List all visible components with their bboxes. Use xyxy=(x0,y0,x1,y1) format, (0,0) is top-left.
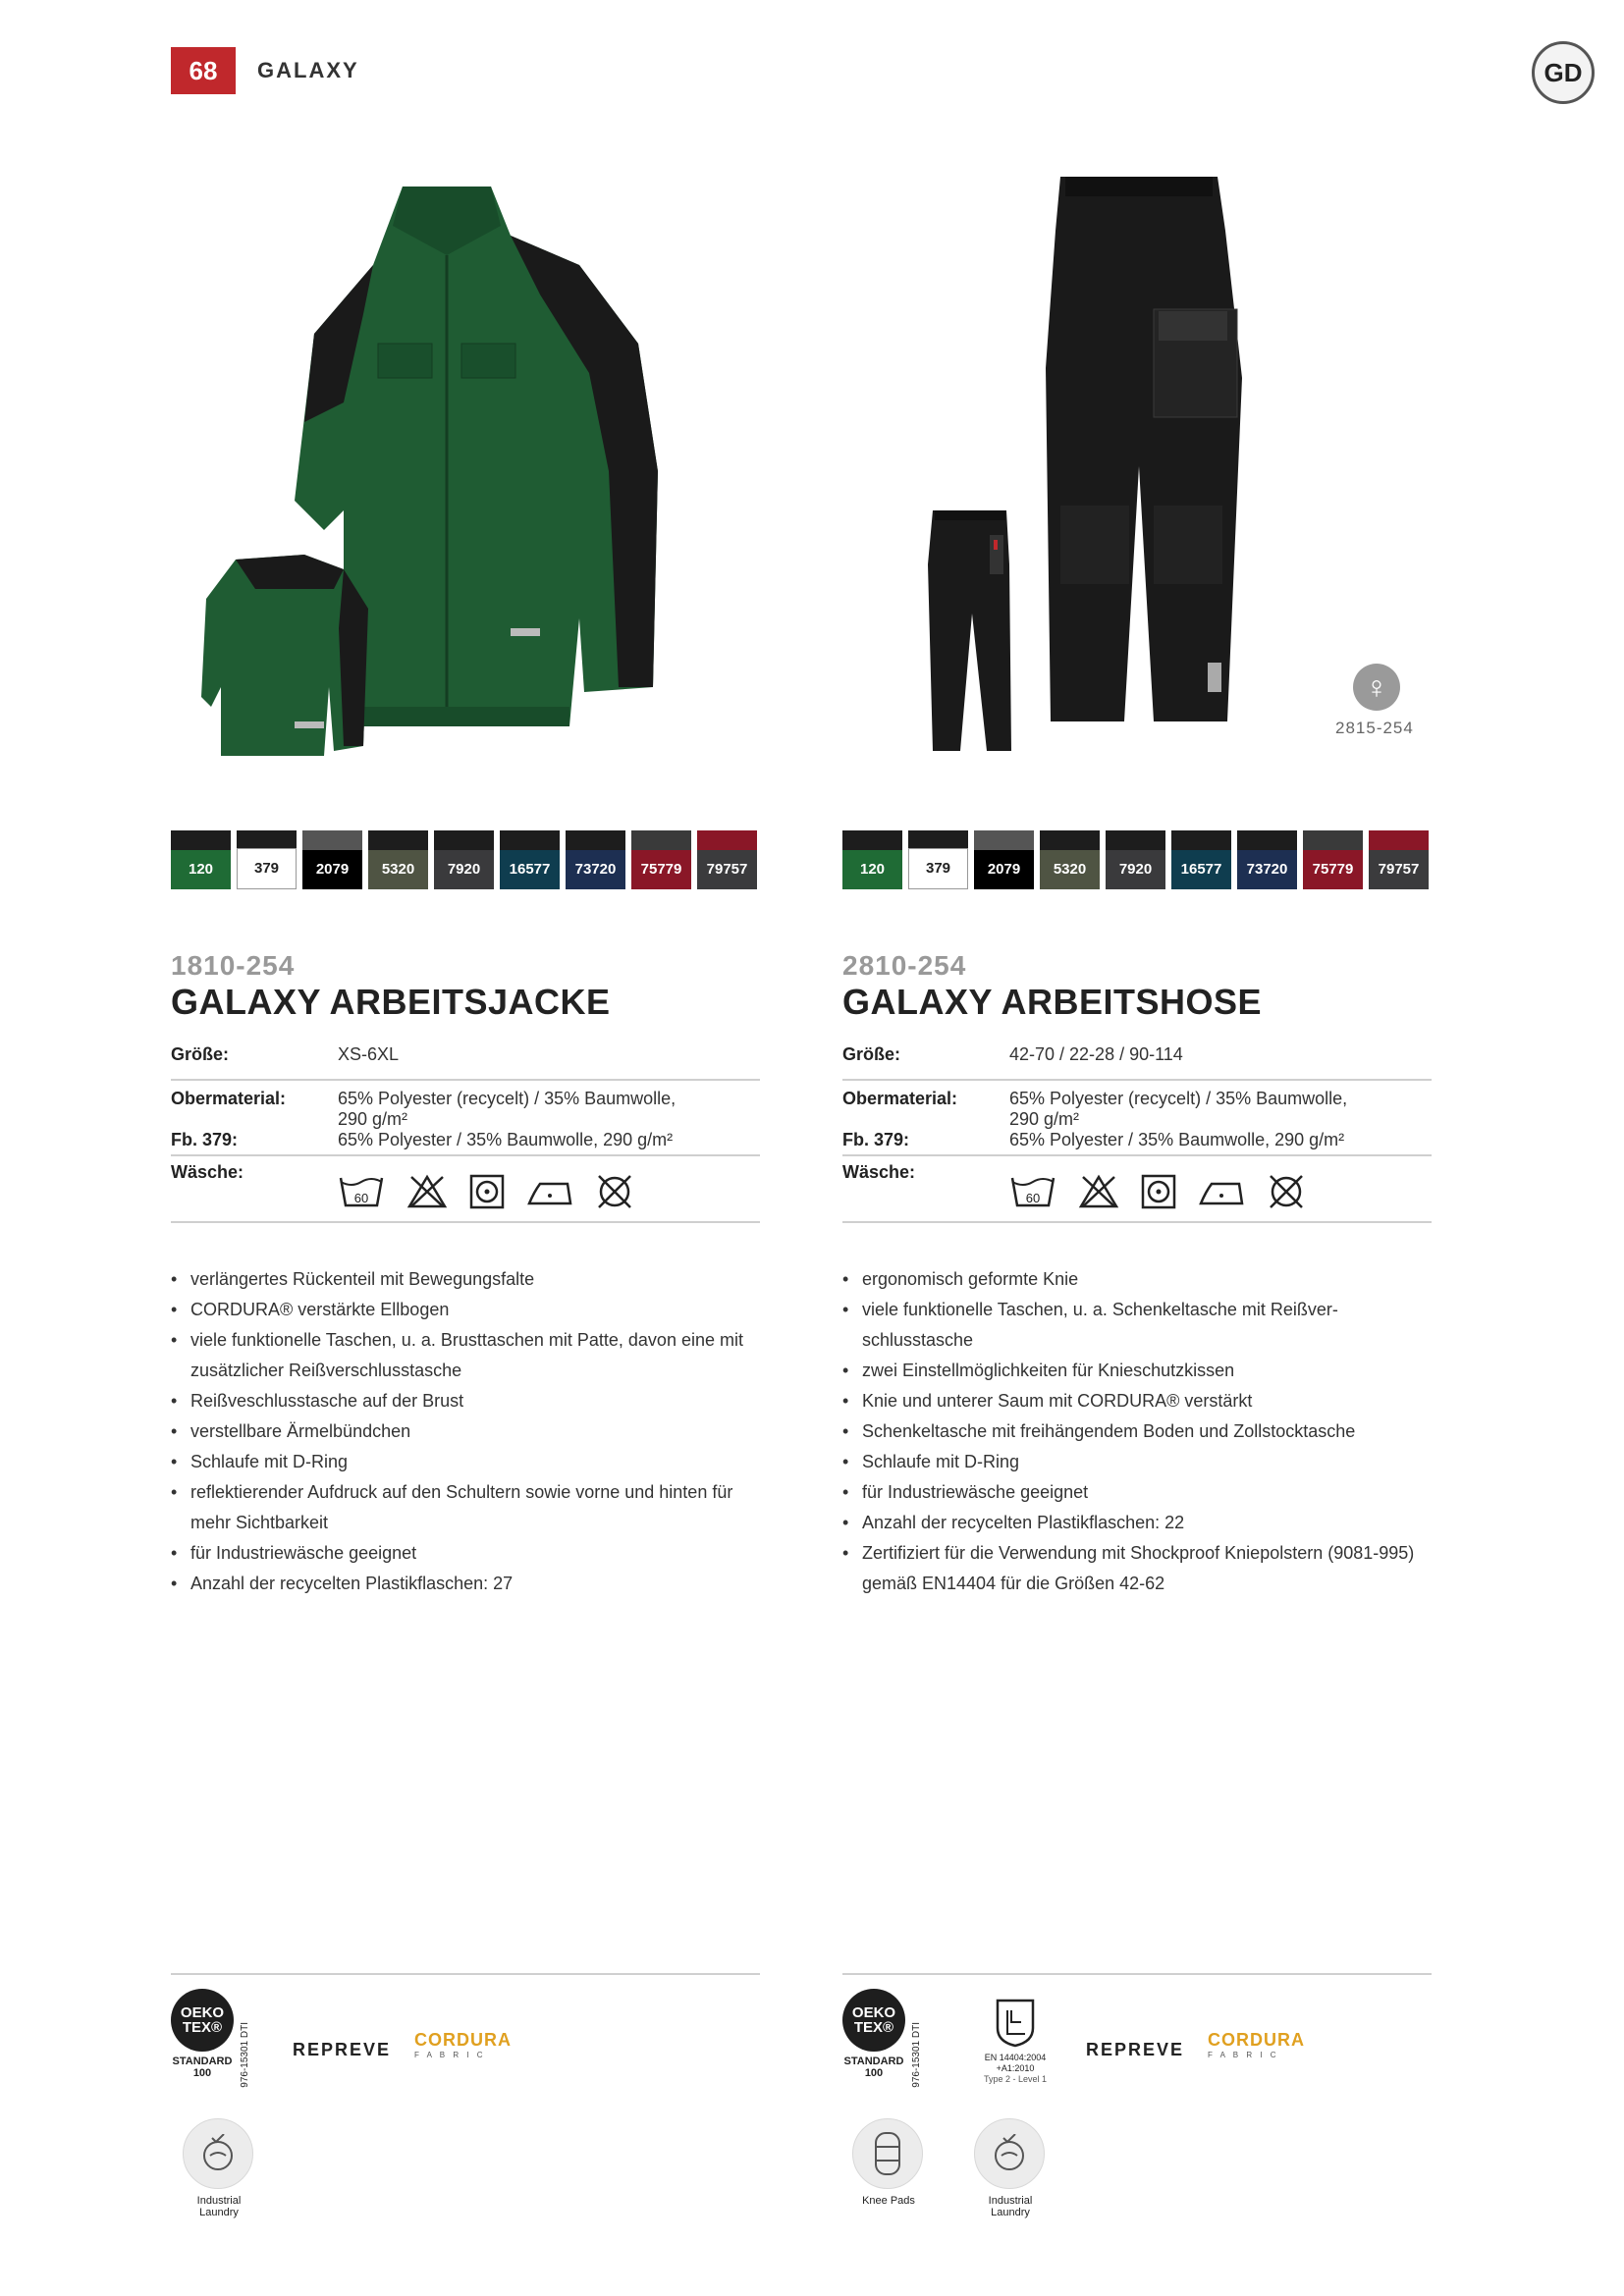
article-number: 2810-254 xyxy=(842,950,967,981)
swatch-top xyxy=(1303,830,1363,850)
swatch-top xyxy=(500,830,560,850)
feature-item: • viele funktionelle Taschen, u. a. Schenkeltasche mit Reißver-schlusstasche xyxy=(842,1295,1432,1356)
oeko-tex-code: 976-15301 DTI xyxy=(911,2022,922,2088)
spec-table xyxy=(842,1044,1432,1229)
swatch-code: 2079 xyxy=(302,850,362,889)
swatch-top xyxy=(237,830,297,848)
tumble-dry-icon xyxy=(1141,1174,1176,1209)
color-swatch xyxy=(1106,830,1165,889)
female-variant-icon: ♀ xyxy=(1353,664,1400,711)
knee-shield-icon xyxy=(994,1999,1037,2048)
swatch-code: 379 xyxy=(908,848,968,889)
material-value-line1: 65% Polyester (recycelt) / 35% Baumwolle, xyxy=(338,1089,677,1108)
swatch-code: 7920 xyxy=(1106,850,1165,889)
trousers-image xyxy=(913,172,1247,761)
product-title: GALAXY ARBEITSJACKE xyxy=(171,982,611,1022)
swatch-top xyxy=(1369,830,1429,850)
swatch-top xyxy=(566,830,625,850)
swatch-code: 5320 xyxy=(368,850,428,889)
left-cert-divider xyxy=(171,1973,760,1975)
brand-logo: GD xyxy=(1532,41,1595,104)
swatch-top xyxy=(908,830,968,848)
material-value-line2: 290 g/m² xyxy=(1009,1109,1080,1129)
right-color-swatches xyxy=(842,830,1429,889)
swatch-code: 16577 xyxy=(500,850,560,889)
svg-text:60: 60 xyxy=(1025,1191,1041,1205)
color-swatch xyxy=(1040,830,1100,889)
feature-item: • Schenkeltasche mit freihängendem Boden und Zollstocktasche xyxy=(842,1416,1432,1447)
repreve-logo: REPREVE xyxy=(1086,2040,1185,2059)
trousers-info xyxy=(842,950,1432,1599)
color-swatch xyxy=(1369,830,1429,889)
swatch-code: 120 xyxy=(171,850,231,889)
en14404-badge: EN 14404:2004 +A1:2010 Type 2 - Level 1 xyxy=(966,1999,1064,2085)
tumble-dry-icon xyxy=(469,1174,505,1209)
oeko-tex-code: 976-15301 DTI xyxy=(240,2022,250,2088)
size-value: 42-70 / 22-28 / 90-114 xyxy=(1009,1044,1183,1064)
no-bleach-icon xyxy=(406,1174,448,1209)
fb-label: Fb. 379: xyxy=(171,1130,239,1149)
swatch-top xyxy=(697,830,757,850)
color-swatch xyxy=(500,830,560,889)
laundry-icon xyxy=(990,2134,1029,2173)
repreve-logo: REPREVE xyxy=(293,2040,392,2059)
svg-text:60: 60 xyxy=(353,1191,369,1205)
left-color-swatches xyxy=(171,830,757,889)
material-label: Obermaterial: xyxy=(842,1089,958,1108)
jacket-image xyxy=(196,177,687,766)
oeko-tex-badge: OEKO TEX® STANDARD 100 xyxy=(842,1989,905,2079)
jacket-info xyxy=(171,950,760,1599)
article-number: 1810-254 xyxy=(171,950,296,981)
color-swatch xyxy=(368,830,428,889)
material-label: Obermaterial: xyxy=(171,1089,287,1108)
feature-item: • viele funktionelle Taschen, u. a. Brusttaschen mit Patte, davon eine mit zusätzlicher Reißverschlusstasche xyxy=(171,1325,760,1386)
color-swatch xyxy=(237,830,297,889)
swatch-top xyxy=(842,830,902,850)
feature-item: • verlängertes Rückenteil mit Bewegungsfalte xyxy=(171,1264,760,1295)
feature-item: • zwei Einstellmöglichkeiten für Knieschutzkissen xyxy=(842,1356,1432,1386)
swatch-code: 16577 xyxy=(1171,850,1231,889)
female-variant-article: 2815-254 xyxy=(1335,719,1414,737)
material-value-line2: 290 g/m² xyxy=(338,1109,408,1129)
wash-label: Wäsche: xyxy=(842,1162,916,1182)
feature-item: • Schlaufe mit D-Ring xyxy=(171,1447,760,1477)
color-swatch xyxy=(631,830,691,889)
color-swatch xyxy=(1303,830,1363,889)
color-swatch xyxy=(566,830,625,889)
swatch-top xyxy=(368,830,428,850)
cordura-logo: CORDURA F A B R I C xyxy=(1208,2030,1305,2059)
fb-label: Fb. 379: xyxy=(842,1130,910,1149)
material-value-line1: 65% Polyester (recycelt) / 35% Baumwolle, xyxy=(1009,1089,1348,1108)
feature-item: • für Industriewäsche geeignet xyxy=(842,1477,1432,1508)
page-number: 68 xyxy=(171,47,236,94)
color-swatch xyxy=(434,830,494,889)
industrial-laundry-badge: Industrial Laundry xyxy=(974,2118,1047,2218)
swatch-top xyxy=(171,830,231,850)
wash-label: Wäsche: xyxy=(171,1162,244,1182)
color-swatch xyxy=(171,830,231,889)
wash-60-icon xyxy=(338,1174,385,1209)
color-swatch xyxy=(1237,830,1297,889)
color-swatch xyxy=(842,830,902,889)
feature-item: • verstellbare Ärmelbündchen xyxy=(171,1416,760,1447)
color-swatch xyxy=(1171,830,1231,889)
cordura-logo: CORDURA F A B R I C xyxy=(414,2030,512,2059)
swatch-top xyxy=(434,830,494,850)
no-dry-clean-icon xyxy=(595,1174,634,1209)
care-symbols xyxy=(1009,1162,1432,1221)
swatch-code: 75779 xyxy=(631,850,691,889)
fb-value: 65% Polyester / 35% Baumwolle, 290 g/m² xyxy=(1009,1130,1345,1149)
no-bleach-icon xyxy=(1078,1174,1119,1209)
section-title: GALAXY xyxy=(257,58,359,82)
feature-list xyxy=(171,1264,760,1599)
swatch-top xyxy=(1040,830,1100,850)
swatch-code: 7920 xyxy=(434,850,494,889)
feature-item: • Reißveschlusstasche auf der Brust xyxy=(171,1386,760,1416)
jacket-back-view xyxy=(201,555,368,756)
iron-icon xyxy=(1198,1174,1245,1209)
swatch-code: 5320 xyxy=(1040,850,1100,889)
size-label: Größe: xyxy=(171,1044,230,1064)
oeko-tex-badge: OEKO TEX® STANDARD 100 xyxy=(171,1989,234,2079)
swatch-top xyxy=(1171,830,1231,850)
swatch-code: 2079 xyxy=(974,850,1034,889)
industrial-laundry-badge: Industrial Laundry xyxy=(183,2118,255,2218)
feature-item: • für Industriewäsche geeignet xyxy=(171,1538,760,1569)
product-title: GALAXY ARBEITSHOSE xyxy=(842,982,1263,1022)
wash-60-icon xyxy=(1009,1174,1056,1209)
laundry-icon xyxy=(198,2134,238,2173)
swatch-code: 73720 xyxy=(566,850,625,889)
trousers-back-view xyxy=(928,510,1011,751)
swatch-code: 379 xyxy=(237,848,297,889)
trousers-front-view xyxy=(1046,177,1242,721)
swatch-code: 75779 xyxy=(1303,850,1363,889)
swatch-top xyxy=(631,830,691,850)
spec-table xyxy=(171,1044,760,1229)
feature-list xyxy=(842,1264,1432,1599)
color-swatch xyxy=(974,830,1034,889)
color-swatch xyxy=(697,830,757,889)
iron-icon xyxy=(526,1174,573,1209)
color-swatch xyxy=(302,830,362,889)
care-symbols xyxy=(338,1162,760,1221)
knee-pads-badge: Knee Pads xyxy=(852,2118,925,2207)
feature-item: • Schlaufe mit D-Ring xyxy=(842,1447,1432,1477)
feature-item: • reflektierender Aufdruck auf den Schultern sowie vorne und hinten für mehr Sichtbarkeit xyxy=(171,1477,760,1538)
swatch-code: 73720 xyxy=(1237,850,1297,889)
swatch-top xyxy=(302,830,362,850)
swatch-code: 79757 xyxy=(1369,850,1429,889)
feature-item: • Anzahl der recycelten Plastikflaschen: 22 xyxy=(842,1508,1432,1538)
no-dry-clean-icon xyxy=(1267,1174,1306,1209)
feature-item: • ergonomisch geformte Knie xyxy=(842,1264,1432,1295)
swatch-top xyxy=(1106,830,1165,850)
swatch-top xyxy=(974,830,1034,850)
size-label: Größe: xyxy=(842,1044,901,1064)
color-swatch xyxy=(908,830,968,889)
feature-item: • Knie und unterer Saum mit CORDURA® verstärkt xyxy=(842,1386,1432,1416)
feature-item: • Zertifiziert für die Verwendung mit Shockproof Kniepolstern (9081-995) gemäß EN14404 für die Größen 42-62 xyxy=(842,1538,1432,1599)
swatch-code: 120 xyxy=(842,850,902,889)
swatch-top xyxy=(1237,830,1297,850)
feature-item: • Anzahl der recycelten Plastikflaschen: 27 xyxy=(171,1569,760,1599)
right-cert-divider xyxy=(842,1973,1432,1975)
fb-value: 65% Polyester / 35% Baumwolle, 290 g/m² xyxy=(338,1130,674,1149)
swatch-code: 79757 xyxy=(697,850,757,889)
size-value: XS-6XL xyxy=(338,1044,400,1064)
feature-item: • CORDURA® verstärkte Ellbogen xyxy=(171,1295,760,1325)
knee-pad-icon xyxy=(870,2131,905,2176)
